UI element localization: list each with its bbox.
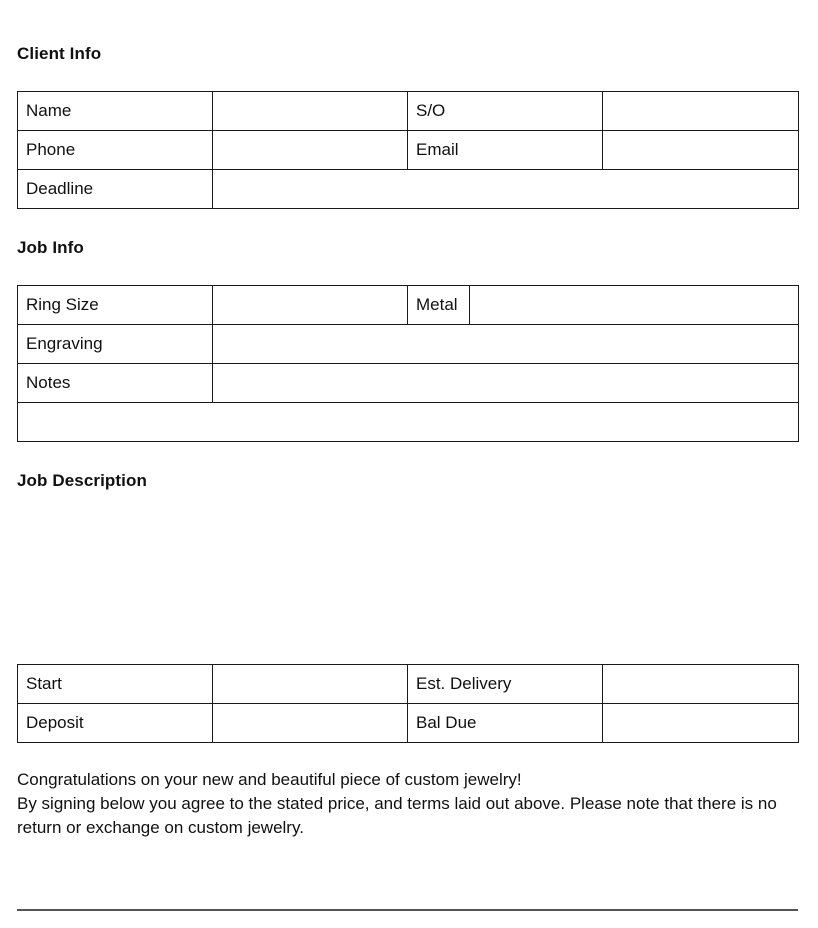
email-cell [603, 131, 799, 170]
phone-cell [213, 131, 408, 170]
ring-size-label: Ring Size [18, 286, 213, 325]
est-delivery-label: Est. Delivery [408, 665, 603, 704]
table-row [18, 364, 799, 403]
job-info-heading: Job Info [17, 238, 84, 257]
phone-field[interactable] [221, 131, 407, 169]
engraving-cell [213, 325, 799, 364]
est-delivery-field[interactable] [611, 665, 798, 703]
table-row [18, 286, 799, 325]
deposit-cell [213, 704, 408, 743]
table-row [18, 92, 799, 131]
notes-field[interactable] [221, 364, 798, 402]
start-label: Start [18, 665, 213, 704]
bal-due-field[interactable] [611, 704, 798, 742]
email-label: Email [408, 131, 603, 170]
deposit-field[interactable] [221, 704, 407, 742]
notes-label: Notes [18, 364, 213, 403]
deposit-label: Deposit [18, 704, 213, 743]
job-description-field[interactable] [17, 500, 798, 650]
metal-cell [470, 286, 799, 325]
start-field[interactable] [221, 665, 407, 703]
congrats-line: Congratulations on your new and beautiful piece of custom jewelry! [17, 770, 522, 789]
signature-line[interactable] [17, 909, 798, 911]
deadline-label: Deadline [18, 170, 213, 209]
table-row [18, 704, 799, 743]
engraving-field[interactable] [221, 325, 798, 363]
so-label: S/O [408, 92, 603, 131]
client-info-heading: Client Info [17, 44, 102, 63]
notes-extra-cell [18, 403, 799, 442]
metal-label: Metal [408, 286, 470, 325]
ring-size-field[interactable] [221, 286, 407, 324]
engraving-label: Engraving [18, 325, 213, 364]
table-row [18, 403, 799, 442]
terms-text [17, 768, 798, 840]
name-label: Name [18, 92, 213, 131]
job-description-heading: Job Description [17, 471, 147, 490]
deadline-field[interactable] [221, 170, 798, 208]
table-row [18, 170, 799, 209]
table-row [18, 325, 799, 364]
bal-due-cell [603, 704, 799, 743]
ring-size-cell [213, 286, 408, 325]
start-cell [213, 665, 408, 704]
client-info-table [17, 91, 799, 209]
est-delivery-cell [603, 665, 799, 704]
metal-field[interactable] [478, 286, 798, 324]
table-row [18, 665, 799, 704]
table-row [18, 131, 799, 170]
email-field[interactable] [611, 131, 798, 169]
payment-table [17, 664, 799, 743]
so-field[interactable] [611, 92, 798, 130]
so-cell [603, 92, 799, 131]
notes-cell [213, 364, 799, 403]
phone-label: Phone [18, 131, 213, 170]
bal-due-label: Bal Due [408, 704, 603, 743]
name-cell [213, 92, 408, 131]
agreement-text: By signing below you agree to the stated price, and terms laid out above. Please note that there is no return or exchange on custom jewelry. [17, 794, 777, 837]
job-info-table [17, 285, 799, 442]
name-field[interactable] [221, 92, 407, 130]
notes-extra-field[interactable] [26, 403, 798, 441]
deadline-cell [213, 170, 799, 209]
